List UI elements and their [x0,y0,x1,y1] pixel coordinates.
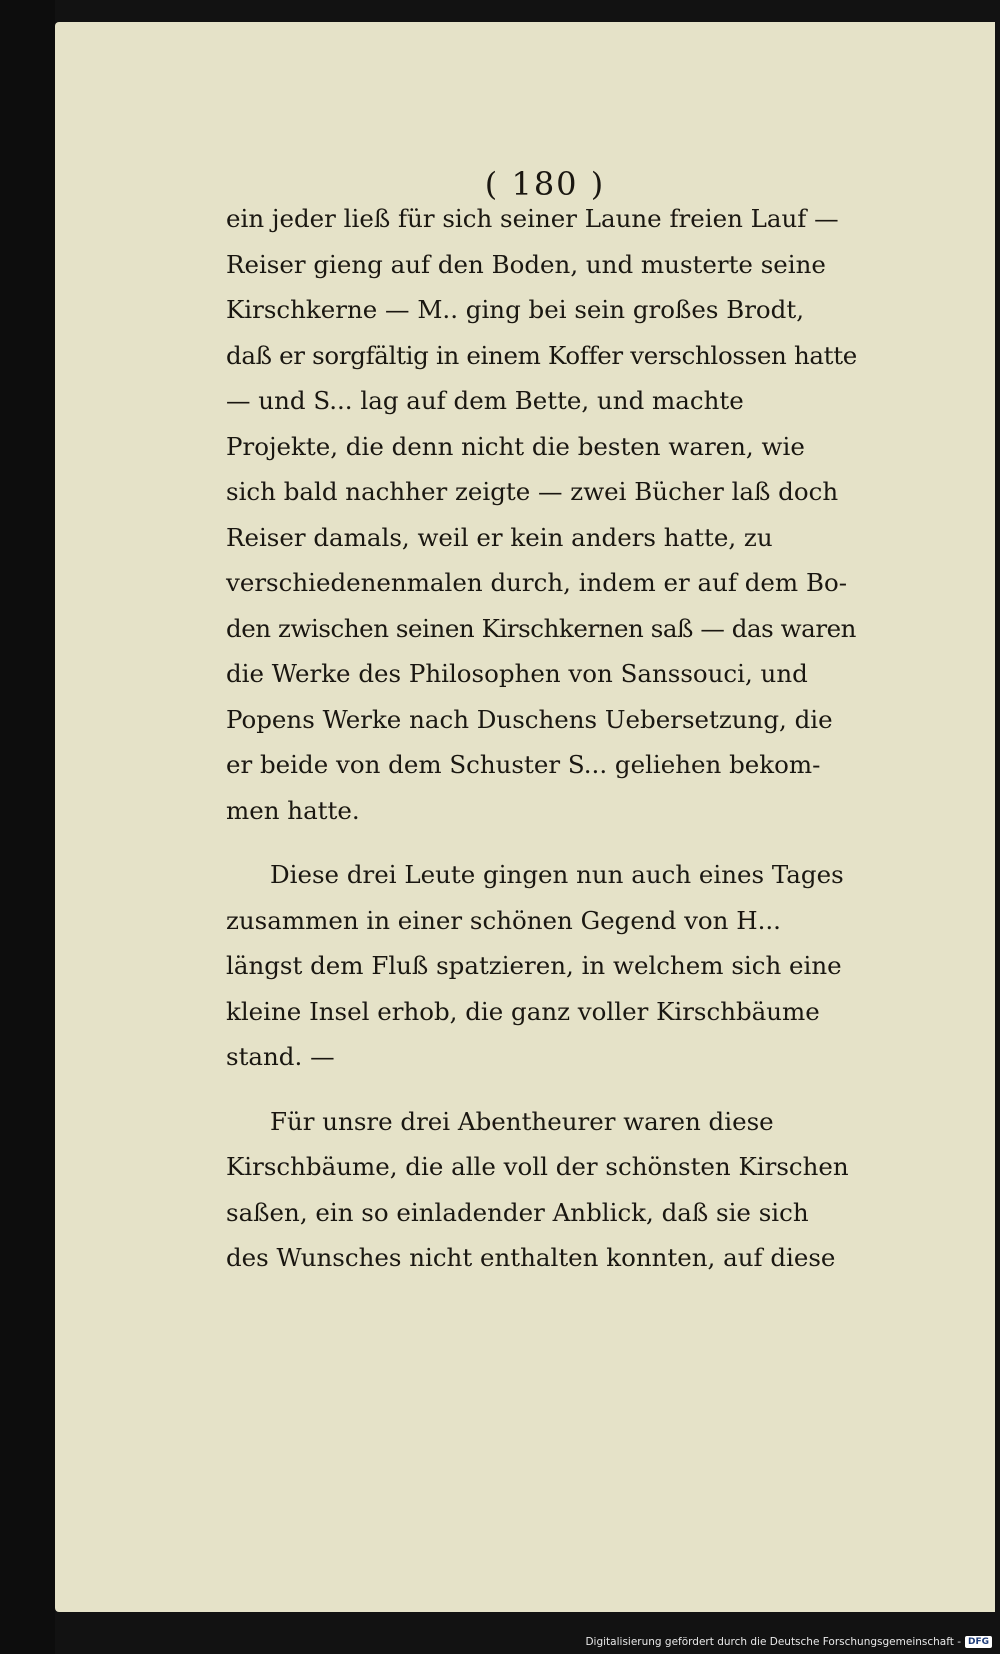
text-line: ein jeder ließ für sich seiner Laune freien Lauf — [226,204,839,233]
paragraph [226,1099,856,1281]
text-line: Diese drei Leute gingen nun auch eines Tages [270,860,844,889]
paragraph-gap [226,1080,856,1099]
text-line: — und S... lag auf dem Bette, und machte [226,386,744,415]
text-line: kleine Insel erhob, die ganz voller Kirschbäume [226,996,820,1026]
text-line: Reiser damals, weil er kein anders hatte, zu [226,522,773,552]
page-text [226,196,856,1281]
text-line: Für unsre drei Abentheurer waren diese [270,1106,774,1136]
text-line: Projekte, die denn nicht die besten waren, wie [226,431,805,461]
footer-credit [585,1632,992,1652]
text-line: men hatte. [226,795,360,825]
text-line: Kirschbäume, die alle voll der schönsten Kirschen [226,1152,849,1181]
text-line: saßen, ein so einladender Anblick, daß sie sich [226,1197,809,1227]
text-line: die Werke des Philosophen von Sanssouci, und [226,659,808,688]
text-line: des Wunsches nicht enthalten konnten, auf diese [226,1243,836,1272]
text-line: stand. — [226,1042,335,1071]
text-line: Popens Werke nach Duschens Uebersetzung, die [226,704,833,734]
text-line: den zwischen seinen Kirschkernen saß — das waren [226,613,857,643]
text-line: daß er sorgfältig in einem Koffer verschlossen hatte [226,340,857,370]
book-edge [0,0,55,1654]
text-line: Reiser gieng auf den Boden, und musterte seine [226,249,826,279]
text-line: verschiedenenmalen durch, indem er auf dem Bo- [226,568,847,597]
text-line: längst dem Fluß spatzieren, in welchem sich eine [226,951,842,980]
text-line: er beide von dem Schuster S... geliehen bekom- [226,750,821,779]
paragraph [226,196,856,833]
dfg-logo: DFG [965,1636,992,1648]
paragraph [226,852,856,1080]
page-number: ( 180 ) [484,165,606,203]
text-line: zusammen in einer schönen Gegend von H... [226,905,781,935]
text-line: sich bald nachher zeigte — zwei Bücher laß doch [226,477,839,506]
text-line: Kirschkerne — M.. ging bei sein großes Brodt, [226,295,804,324]
paragraph-gap [226,833,856,852]
footer-text: Digitalisierung gefördert durch die Deutsche Forschungsgemeinschaft - [585,1636,961,1648]
